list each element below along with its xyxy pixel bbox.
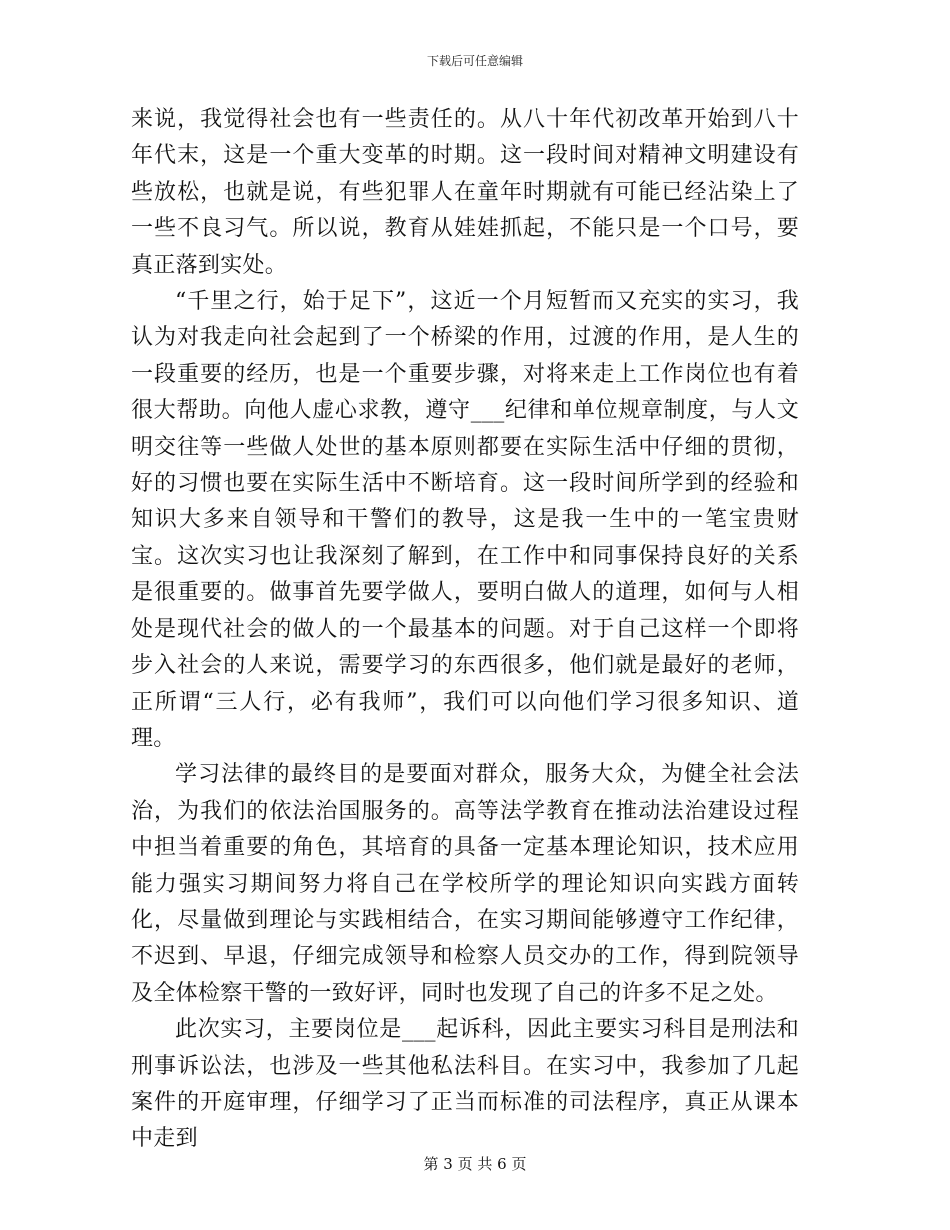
paragraph-law-study-purpose: 学习法律的最终目的是要面对群众，服务大众，为健全社会法治，为我们的依法治国服务的。高等法学教育在推动法治建设过程中担当着重要的角色，其培育的具备一定基本理论知识，技术应用能力强实习期间努力将自己在学校所学的理论知识向实践方面转化，尽量做到理论与实践相结合，在实习期间能够遵守工作纪律，不迟到、早退，仔细完成领导和检察人员交办的工作，得到院领导及全体检察干警的一致好评，同时也发现了自己的许多不足之处。 — [131, 762, 799, 1006]
document-body — [131, 102, 799, 1158]
paragraph-internship-position: 此次实习，主要岗位是___起诉科，因此主要实习科目是刑法和刑事诉讼法，也涉及一些其他私法科目。在实习中，我参加了几起案件的开庭审理，仔细学习了正当而标准的司法程序，真正从课本中走到 — [131, 1017, 799, 1152]
page-header-note: 下载后可任意编辑 — [426, 54, 523, 68]
paragraph-continuation: 来说，我觉得社会也有一些责任的。从八十年代初改革开始到八十年代末，这是一个重大变革的时期。这一段时间对精神文明建设有些放松，也就是说，有些犯罪人在童年时期就有可能已经沾染上了一些不良习气。所以说，教育从娃娃抓起，不能只是一个口号，要真正落到实处。 — [131, 107, 799, 278]
page-number: 第 3 页 共 6 页 — [423, 1155, 527, 1173]
paragraph-internship-reflection: “千里之行，始于足下”，这近一个月短暂而又充实的实习，我认为对我走向社会起到了一个桥梁的作用，过渡的作用，是人生的一段重要的经历，也是一个重要步骤，对将来走上工作岗位也有着很大帮助。向他人虚心求教，遵守___纪律和单位规章制度，与人文明交往等一些做人处世的基本原则都要在实际生活中仔细的贯彻，好的习惯也要在实际生活中不断培育。这一段时间所学到的经验和知识大多来自领导和干警们的教导，这是我一生中的一笔宝贵财宝。这次实习也让我深刻了解到，在工作中和同事保持良好的关系是很重要的。做事首先要学做人，要明白做人的道理，如何与人相处是现代社会的做人的一个最基本的问题。对于自己这样一个即将步入社会的人来说，需要学习的东西很多，他们就是最好的老师，正所谓“三人行，必有我师”，我们可以向他们学习很多知识、道理。 — [131, 289, 799, 751]
